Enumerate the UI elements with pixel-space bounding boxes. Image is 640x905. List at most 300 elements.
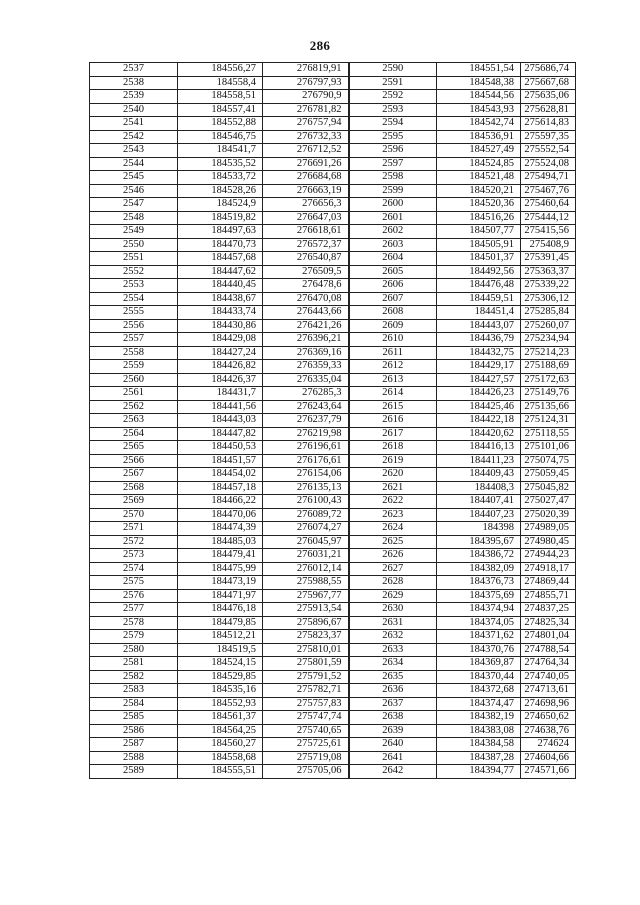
y-coordinate-right: 275686,74 <box>521 63 576 77</box>
y-coordinate-right: 275494,71 <box>521 171 576 185</box>
x-coordinate-left: 184457,18 <box>178 481 263 495</box>
table-row <box>90 76 576 90</box>
point-number-right: 2636 <box>349 684 437 698</box>
point-number-left: 2568 <box>90 481 178 495</box>
point-number-right: 2592 <box>349 90 437 104</box>
point-number-left: 2549 <box>90 225 178 239</box>
table-row <box>90 144 576 158</box>
table-row <box>90 400 576 414</box>
table-row <box>90 157 576 171</box>
x-coordinate-left: 184541,7 <box>178 144 263 158</box>
table-row <box>90 387 576 401</box>
point-number-right: 2639 <box>349 724 437 738</box>
y-coordinate-left: 275719,08 <box>263 751 349 765</box>
y-coordinate-left: 276712,52 <box>263 144 349 158</box>
point-number-left: 2567 <box>90 468 178 482</box>
x-coordinate-right: 184451,4 <box>437 306 521 320</box>
y-coordinate-right: 275667,68 <box>521 76 576 90</box>
y-coordinate-left: 276684,68 <box>263 171 349 185</box>
table-row <box>90 184 576 198</box>
y-coordinate-right: 275444,12 <box>521 211 576 225</box>
x-coordinate-right: 184516,26 <box>437 211 521 225</box>
point-number-right: 2608 <box>349 306 437 320</box>
point-number-right: 2600 <box>349 198 437 212</box>
point-number-left: 2580 <box>90 643 178 657</box>
table-row <box>90 63 576 77</box>
y-coordinate-right: 275635,06 <box>521 90 576 104</box>
x-coordinate-left: 184430,86 <box>178 319 263 333</box>
point-number-right: 2619 <box>349 454 437 468</box>
y-coordinate-right: 275306,12 <box>521 292 576 306</box>
point-number-right: 2612 <box>349 360 437 374</box>
x-coordinate-left: 184440,45 <box>178 279 263 293</box>
x-coordinate-right: 184375,69 <box>437 589 521 603</box>
y-coordinate-right: 275124,31 <box>521 414 576 428</box>
x-coordinate-left: 184426,82 <box>178 360 263 374</box>
point-number-left: 2561 <box>90 387 178 401</box>
x-coordinate-right: 184426,23 <box>437 387 521 401</box>
point-number-left: 2544 <box>90 157 178 171</box>
y-coordinate-right: 275285,84 <box>521 306 576 320</box>
x-coordinate-right: 184432,75 <box>437 346 521 360</box>
x-coordinate-left: 184555,51 <box>178 765 263 779</box>
x-coordinate-right: 184520,36 <box>437 198 521 212</box>
y-coordinate-left: 275740,65 <box>263 724 349 738</box>
point-number-left: 2559 <box>90 360 178 374</box>
y-coordinate-left: 276196,61 <box>263 441 349 455</box>
y-coordinate-left: 276243,64 <box>263 400 349 414</box>
point-number-right: 2609 <box>349 319 437 333</box>
table-row <box>90 738 576 752</box>
y-coordinate-left: 276219,98 <box>263 427 349 441</box>
x-coordinate-right: 184492,56 <box>437 265 521 279</box>
x-coordinate-right: 184374,05 <box>437 616 521 630</box>
point-number-right: 2618 <box>349 441 437 455</box>
y-coordinate-right: 275149,76 <box>521 387 576 401</box>
point-number-left: 2575 <box>90 576 178 590</box>
x-coordinate-right: 184411,23 <box>437 454 521 468</box>
y-coordinate-right: 274837,25 <box>521 603 576 617</box>
y-coordinate-left: 276691,26 <box>263 157 349 171</box>
y-coordinate-left: 276757,94 <box>263 117 349 131</box>
point-number-right: 2610 <box>349 333 437 347</box>
point-number-right: 2621 <box>349 481 437 495</box>
y-coordinate-left: 276470,08 <box>263 292 349 306</box>
x-coordinate-left: 184519,5 <box>178 643 263 657</box>
y-coordinate-right: 274571,66 <box>521 765 576 779</box>
x-coordinate-left: 184426,37 <box>178 373 263 387</box>
point-number-left: 2557 <box>90 333 178 347</box>
y-coordinate-left: 275725,61 <box>263 738 349 752</box>
x-coordinate-left: 184457,68 <box>178 252 263 266</box>
x-coordinate-right: 184371,62 <box>437 630 521 644</box>
table-row <box>90 576 576 590</box>
x-coordinate-right: 184544,56 <box>437 90 521 104</box>
table-row <box>90 211 576 225</box>
y-coordinate-right: 275597,35 <box>521 130 576 144</box>
point-number-left: 2566 <box>90 454 178 468</box>
table-row <box>90 495 576 509</box>
x-coordinate-right: 184382,19 <box>437 711 521 725</box>
x-coordinate-right: 184374,94 <box>437 603 521 617</box>
x-coordinate-right: 184422,18 <box>437 414 521 428</box>
point-number-left: 2545 <box>90 171 178 185</box>
point-number-right: 2614 <box>349 387 437 401</box>
point-number-right: 2615 <box>349 400 437 414</box>
x-coordinate-left: 184535,52 <box>178 157 263 171</box>
table-row <box>90 103 576 117</box>
y-coordinate-left: 275782,71 <box>263 684 349 698</box>
x-coordinate-right: 184520,21 <box>437 184 521 198</box>
point-number-right: 2593 <box>349 103 437 117</box>
y-coordinate-right: 275614,83 <box>521 117 576 131</box>
table-row <box>90 684 576 698</box>
table-row <box>90 319 576 333</box>
point-number-right: 2611 <box>349 346 437 360</box>
x-coordinate-right: 184548,38 <box>437 76 521 90</box>
y-coordinate-right: 275118,55 <box>521 427 576 441</box>
x-coordinate-left: 184552,93 <box>178 697 263 711</box>
x-coordinate-right: 184420,62 <box>437 427 521 441</box>
y-coordinate-left: 275705,06 <box>263 765 349 779</box>
table-row <box>90 373 576 387</box>
y-coordinate-right: 275524,08 <box>521 157 576 171</box>
x-coordinate-right: 184436,79 <box>437 333 521 347</box>
x-coordinate-left: 184479,41 <box>178 549 263 563</box>
y-coordinate-left: 276618,61 <box>263 225 349 239</box>
y-coordinate-left: 276443,66 <box>263 306 349 320</box>
x-coordinate-right: 184443,07 <box>437 319 521 333</box>
x-coordinate-right: 184369,87 <box>437 657 521 671</box>
y-coordinate-left: 276335,04 <box>263 373 349 387</box>
x-coordinate-right: 184408,3 <box>437 481 521 495</box>
point-number-left: 2571 <box>90 522 178 536</box>
point-number-left: 2581 <box>90 657 178 671</box>
table-row <box>90 630 576 644</box>
coordinates-table-body <box>90 63 576 779</box>
x-coordinate-left: 184533,72 <box>178 171 263 185</box>
table-row <box>90 751 576 765</box>
y-coordinate-left: 275801,59 <box>263 657 349 671</box>
x-coordinate-right: 184521,48 <box>437 171 521 185</box>
x-coordinate-left: 184433,74 <box>178 306 263 320</box>
point-number-right: 2635 <box>349 670 437 684</box>
point-number-right: 2594 <box>349 117 437 131</box>
table-row <box>90 616 576 630</box>
point-number-right: 2625 <box>349 535 437 549</box>
table-row <box>90 603 576 617</box>
point-number-right: 2641 <box>349 751 437 765</box>
point-number-left: 2548 <box>90 211 178 225</box>
table-row <box>90 697 576 711</box>
x-coordinate-right: 184527,49 <box>437 144 521 158</box>
x-coordinate-right: 184476,48 <box>437 279 521 293</box>
y-coordinate-left: 276031,21 <box>263 549 349 563</box>
point-number-right: 2623 <box>349 508 437 522</box>
y-coordinate-right: 275045,82 <box>521 481 576 495</box>
y-coordinate-left: 275757,83 <box>263 697 349 711</box>
y-coordinate-right: 274624 <box>521 738 576 752</box>
y-coordinate-left: 276135,13 <box>263 481 349 495</box>
y-coordinate-right: 275234,94 <box>521 333 576 347</box>
y-coordinate-left: 276100,43 <box>263 495 349 509</box>
point-number-left: 2550 <box>90 238 178 252</box>
y-coordinate-right: 274788,54 <box>521 643 576 657</box>
point-number-left: 2577 <box>90 603 178 617</box>
y-coordinate-left: 276074,27 <box>263 522 349 536</box>
x-coordinate-left: 184546,75 <box>178 130 263 144</box>
x-coordinate-left: 184470,06 <box>178 508 263 522</box>
y-coordinate-left: 275791,52 <box>263 670 349 684</box>
point-number-left: 2565 <box>90 441 178 455</box>
table-row <box>90 711 576 725</box>
point-number-left: 2540 <box>90 103 178 117</box>
y-coordinate-left: 275913,54 <box>263 603 349 617</box>
x-coordinate-right: 184524,85 <box>437 157 521 171</box>
table-row <box>90 522 576 536</box>
y-coordinate-right: 275214,23 <box>521 346 576 360</box>
x-coordinate-left: 184441,56 <box>178 400 263 414</box>
table-row <box>90 130 576 144</box>
y-coordinate-right: 275339,22 <box>521 279 576 293</box>
point-number-right: 2590 <box>349 63 437 77</box>
y-coordinate-right: 275628,81 <box>521 103 576 117</box>
y-coordinate-right: 275460,64 <box>521 198 576 212</box>
point-number-left: 2586 <box>90 724 178 738</box>
x-coordinate-left: 184512,21 <box>178 630 263 644</box>
x-coordinate-right: 184386,72 <box>437 549 521 563</box>
point-number-left: 2582 <box>90 670 178 684</box>
x-coordinate-left: 184475,99 <box>178 562 263 576</box>
point-number-left: 2560 <box>90 373 178 387</box>
x-coordinate-left: 184528,26 <box>178 184 263 198</box>
x-coordinate-left: 184473,19 <box>178 576 263 590</box>
point-number-right: 2599 <box>349 184 437 198</box>
x-coordinate-right: 184429,17 <box>437 360 521 374</box>
x-coordinate-left: 184479,85 <box>178 616 263 630</box>
x-coordinate-right: 184394,77 <box>437 765 521 779</box>
table-row <box>90 481 576 495</box>
x-coordinate-left: 184447,62 <box>178 265 263 279</box>
point-number-right: 2620 <box>349 468 437 482</box>
y-coordinate-left: 276478,6 <box>263 279 349 293</box>
table-row <box>90 360 576 374</box>
y-coordinate-right: 274869,44 <box>521 576 576 590</box>
point-number-right: 2629 <box>349 589 437 603</box>
x-coordinate-right: 184551,54 <box>437 63 521 77</box>
point-number-right: 2613 <box>349 373 437 387</box>
y-coordinate-right: 274650,62 <box>521 711 576 725</box>
table-row <box>90 468 576 482</box>
x-coordinate-left: 184529,85 <box>178 670 263 684</box>
x-coordinate-left: 184519,82 <box>178 211 263 225</box>
x-coordinate-right: 184505,91 <box>437 238 521 252</box>
y-coordinate-left: 276781,82 <box>263 103 349 117</box>
point-number-right: 2637 <box>349 697 437 711</box>
point-number-right: 2624 <box>349 522 437 536</box>
y-coordinate-left: 275810,01 <box>263 643 349 657</box>
y-coordinate-left: 275988,55 <box>263 576 349 590</box>
y-coordinate-left: 276154,06 <box>263 468 349 482</box>
x-coordinate-left: 184474,39 <box>178 522 263 536</box>
table-row <box>90 562 576 576</box>
x-coordinate-left: 184438,67 <box>178 292 263 306</box>
x-coordinate-right: 184507,77 <box>437 225 521 239</box>
x-coordinate-left: 184431,7 <box>178 387 263 401</box>
y-coordinate-left: 275967,77 <box>263 589 349 603</box>
x-coordinate-left: 184470,73 <box>178 238 263 252</box>
point-number-right: 2642 <box>349 765 437 779</box>
y-coordinate-right: 275074,75 <box>521 454 576 468</box>
x-coordinate-left: 184471,97 <box>178 589 263 603</box>
point-number-right: 2602 <box>349 225 437 239</box>
page-number: 286 <box>309 38 331 53</box>
y-coordinate-right: 274918,17 <box>521 562 576 576</box>
y-coordinate-right: 274764,34 <box>521 657 576 671</box>
point-number-left: 2578 <box>90 616 178 630</box>
table-row <box>90 117 576 131</box>
y-coordinate-left: 276285,3 <box>263 387 349 401</box>
x-coordinate-left: 184497,63 <box>178 225 263 239</box>
point-number-left: 2558 <box>90 346 178 360</box>
table-row <box>90 670 576 684</box>
y-coordinate-right: 274638,76 <box>521 724 576 738</box>
y-coordinate-right: 274980,45 <box>521 535 576 549</box>
y-coordinate-left: 276656,3 <box>263 198 349 212</box>
y-coordinate-right: 274855,71 <box>521 589 576 603</box>
table-row <box>90 90 576 104</box>
point-number-left: 2576 <box>90 589 178 603</box>
point-number-right: 2606 <box>349 279 437 293</box>
y-coordinate-right: 274740,05 <box>521 670 576 684</box>
point-number-right: 2633 <box>349 643 437 657</box>
x-coordinate-right: 184370,44 <box>437 670 521 684</box>
table-row <box>90 589 576 603</box>
x-coordinate-left: 184560,27 <box>178 738 263 752</box>
y-coordinate-right: 274604,66 <box>521 751 576 765</box>
table-row <box>90 414 576 428</box>
x-coordinate-left: 184427,24 <box>178 346 263 360</box>
y-coordinate-right: 275101,06 <box>521 441 576 455</box>
x-coordinate-left: 184556,27 <box>178 63 263 77</box>
point-number-right: 2640 <box>349 738 437 752</box>
point-number-left: 2555 <box>90 306 178 320</box>
point-number-left: 2574 <box>90 562 178 576</box>
x-coordinate-right: 184543,93 <box>437 103 521 117</box>
x-coordinate-left: 184561,37 <box>178 711 263 725</box>
point-number-right: 2604 <box>349 252 437 266</box>
x-coordinate-right: 184536,91 <box>437 130 521 144</box>
y-coordinate-left: 276396,21 <box>263 333 349 347</box>
point-number-left: 2564 <box>90 427 178 441</box>
y-coordinate-right: 274713,61 <box>521 684 576 698</box>
x-coordinate-right: 184387,28 <box>437 751 521 765</box>
point-number-right: 2628 <box>349 576 437 590</box>
y-coordinate-left: 276359,33 <box>263 360 349 374</box>
x-coordinate-right: 184425,46 <box>437 400 521 414</box>
x-coordinate-left: 184558,68 <box>178 751 263 765</box>
point-number-left: 2547 <box>90 198 178 212</box>
y-coordinate-left: 276369,16 <box>263 346 349 360</box>
point-number-left: 2587 <box>90 738 178 752</box>
x-coordinate-left: 184524,15 <box>178 657 263 671</box>
point-number-left: 2562 <box>90 400 178 414</box>
x-coordinate-left: 184466,22 <box>178 495 263 509</box>
table-row <box>90 657 576 671</box>
x-coordinate-left: 184443,03 <box>178 414 263 428</box>
x-coordinate-right: 184459,51 <box>437 292 521 306</box>
point-number-left: 2584 <box>90 697 178 711</box>
y-coordinate-left: 276509,5 <box>263 265 349 279</box>
x-coordinate-left: 184558,4 <box>178 76 263 90</box>
x-coordinate-right: 184370,76 <box>437 643 521 657</box>
y-coordinate-right: 274801,04 <box>521 630 576 644</box>
y-coordinate-left: 276732,33 <box>263 130 349 144</box>
table-row <box>90 441 576 455</box>
y-coordinate-left: 276045,97 <box>263 535 349 549</box>
x-coordinate-left: 184552,88 <box>178 117 263 131</box>
x-coordinate-right: 184416,13 <box>437 441 521 455</box>
point-number-right: 2601 <box>349 211 437 225</box>
y-coordinate-left: 275823,37 <box>263 630 349 644</box>
point-number-left: 2552 <box>90 265 178 279</box>
point-number-left: 2563 <box>90 414 178 428</box>
y-coordinate-left: 275896,67 <box>263 616 349 630</box>
point-number-left: 2583 <box>90 684 178 698</box>
point-number-left: 2553 <box>90 279 178 293</box>
x-coordinate-right: 184376,73 <box>437 576 521 590</box>
x-coordinate-right: 184409,43 <box>437 468 521 482</box>
point-number-left: 2546 <box>90 184 178 198</box>
point-number-right: 2605 <box>349 265 437 279</box>
y-coordinate-right: 275059,45 <box>521 468 576 482</box>
table-row <box>90 643 576 657</box>
table-row <box>90 454 576 468</box>
coordinates-table <box>89 62 576 779</box>
x-coordinate-left: 184524,9 <box>178 198 263 212</box>
x-coordinate-right: 184407,23 <box>437 508 521 522</box>
point-number-right: 2591 <box>349 76 437 90</box>
point-number-left: 2542 <box>90 130 178 144</box>
point-number-left: 2569 <box>90 495 178 509</box>
point-number-left: 2579 <box>90 630 178 644</box>
point-number-right: 2616 <box>349 414 437 428</box>
point-number-left: 2588 <box>90 751 178 765</box>
table-row <box>90 171 576 185</box>
point-number-left: 2570 <box>90 508 178 522</box>
table-row <box>90 333 576 347</box>
x-coordinate-left: 184447,82 <box>178 427 263 441</box>
x-coordinate-left: 184476,18 <box>178 603 263 617</box>
x-coordinate-left: 184454,02 <box>178 468 263 482</box>
y-coordinate-right: 274825,34 <box>521 616 576 630</box>
y-coordinate-left: 276819,91 <box>263 63 349 77</box>
y-coordinate-left: 276797,93 <box>263 76 349 90</box>
x-coordinate-left: 184557,41 <box>178 103 263 117</box>
x-coordinate-right: 184383,08 <box>437 724 521 738</box>
point-number-right: 2631 <box>349 616 437 630</box>
point-number-left: 2541 <box>90 117 178 131</box>
point-number-left: 2589 <box>90 765 178 779</box>
x-coordinate-left: 184485,03 <box>178 535 263 549</box>
point-number-right: 2638 <box>349 711 437 725</box>
table-row <box>90 225 576 239</box>
point-number-right: 2622 <box>349 495 437 509</box>
y-coordinate-left: 276176,61 <box>263 454 349 468</box>
table-row <box>90 724 576 738</box>
x-coordinate-right: 184382,09 <box>437 562 521 576</box>
y-coordinate-left: 276572,37 <box>263 238 349 252</box>
